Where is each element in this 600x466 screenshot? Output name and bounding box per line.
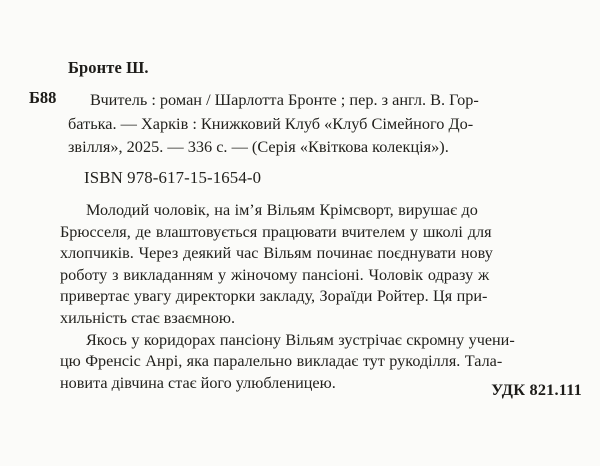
biblio-line: звілля», 2025. — 336 с. — (Серія «Квіткова колекція»). — [68, 137, 449, 156]
udc-classification: УДК 821.111 — [491, 380, 582, 399]
annotation-line: новита дівчина стає його улюбленицею. — [60, 373, 336, 392]
shelf-mark-label: Б88 — [29, 88, 57, 107]
annotation-line: цю Френсіс Анрі, яка паралельно викладає тут рукоділля. Тала- — [60, 352, 503, 371]
isbn-value: ISBN 978-617-15-1654-0 — [84, 168, 262, 187]
annotation-text — [60, 200, 585, 394]
annotation-line: роботу з викладанням у жіночому пансіоні. Чоловік одразу ж — [60, 265, 490, 284]
annotation-line: хлопчиків. Через деякий час Вільям починає поєднувати нову — [60, 244, 493, 263]
annotation-line: Якось у коридорах пансіону Вільям зустрічає скромну учени- — [86, 330, 515, 349]
biblio-line: батька. — Харків : Книжковий Клуб «Клуб Сімейного До- — [68, 113, 474, 133]
annotation-paragraph — [60, 200, 585, 330]
author-heading: Бронте Ш. — [68, 58, 149, 77]
annotation-line: привертає увагу директорки закладу, Зораїди Ройтер. Ця при- — [60, 287, 488, 306]
annotation-line: хильність стає взаємною. — [60, 308, 236, 327]
annotation-line: Брюсселя, де влаштовується працювати вчителем у школі для — [60, 222, 492, 241]
biblio-line: Вчитель : роман / Шарлотта Бронте ; пер. з англ. В. Гор- — [90, 90, 479, 109]
annotation-line: Молодий чоловік, на ім’я Вільям Крімсворт, вирушає до — [86, 201, 478, 219]
bibliographic-description — [68, 88, 583, 159]
